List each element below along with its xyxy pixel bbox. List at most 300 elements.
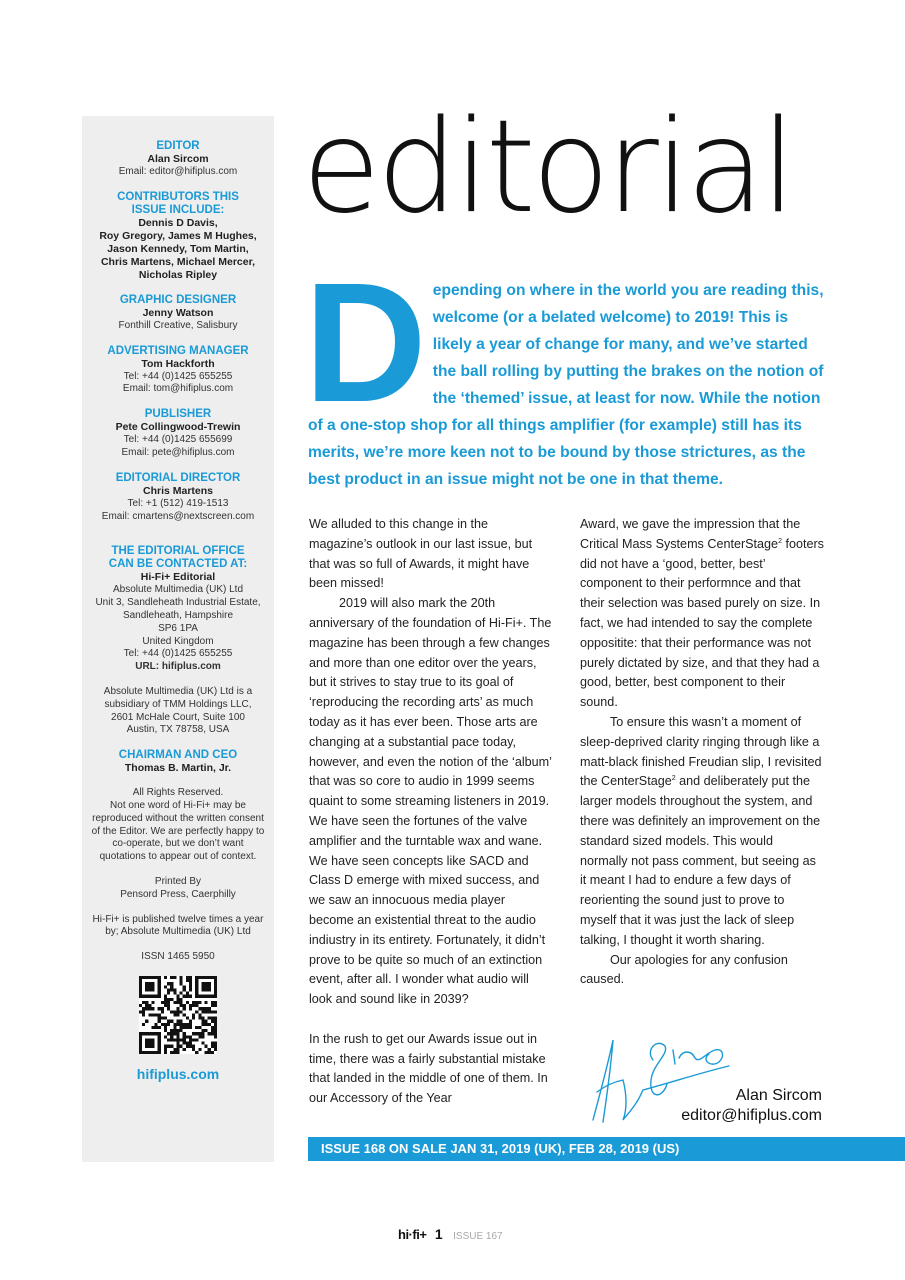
qr-module (164, 1035, 167, 1038)
qr-module (195, 1051, 198, 1054)
qr-module (155, 1026, 158, 1029)
qr-module (170, 985, 173, 988)
printed-by: Printed By (154, 875, 202, 887)
qr-module (145, 1004, 148, 1007)
qr-module (186, 976, 189, 979)
qr-module (214, 1016, 217, 1019)
qr-module (183, 1048, 186, 1051)
qr-module (180, 1038, 183, 1041)
qr-module (151, 1007, 154, 1010)
text-run: Award, we gave the impression that the Critical Mass Systems CenterStage (580, 517, 801, 551)
body-column-right (580, 515, 824, 990)
qr-module (183, 1023, 186, 1026)
signature-email[interactable]: editor@hifiplus.com (681, 1107, 822, 1124)
editor-section (86, 140, 270, 179)
qr-module (198, 1035, 201, 1038)
qr-module (195, 1010, 198, 1013)
qr-module (208, 1051, 211, 1054)
qr-module (167, 1032, 170, 1035)
qr-module (176, 1045, 179, 1048)
director-heading: EDITORIAL DIRECTOR (115, 471, 241, 484)
office-line: United Kingdom (142, 635, 214, 647)
qr-module (186, 1041, 189, 1044)
qr-module (201, 1029, 204, 1032)
qr-module (176, 1013, 179, 1016)
qr-module (183, 1004, 186, 1007)
body-paragraph: We alluded to this change in the magazine’s outlook in our last issue, but that was so full of Awards, it might have been missed! (309, 517, 533, 591)
qr-module (183, 1026, 186, 1029)
qr-module (155, 1023, 158, 1026)
body-paragraph (580, 515, 824, 713)
site-link[interactable]: hifiplus.com (136, 1065, 220, 1082)
subsidiary-note: Absolute Multimedia (UK) Ltd is a subsidiary of TMM Holdings LLC, 2601 McHale Court, Suite 100 Austin, TX 78758, USA (103, 685, 253, 736)
qr-module (167, 1038, 170, 1041)
qr-module (189, 1023, 192, 1026)
qr-module (214, 1004, 217, 1007)
qr-module (198, 1007, 201, 1010)
qr-module (198, 1032, 201, 1035)
qr-module (173, 1029, 176, 1032)
qr-module (208, 1023, 211, 1026)
qr-module (145, 1001, 148, 1004)
qr-module (142, 1013, 145, 1016)
publisher-name: Pete Collingwood-Trewin (115, 421, 241, 434)
qr-module (145, 1020, 148, 1023)
text-run: footers did not have a ‘good, better, best’ component to their performnce and that their selection was based purely on size. In fact, we had intended to say the complete oppositite: that their performance was not purely dictated by size, and that they had a good, better, best component to their sound. (580, 536, 824, 710)
qr-module (173, 1001, 176, 1004)
qr-module (142, 1023, 145, 1026)
qr-module (186, 1001, 189, 1004)
office-url[interactable]: URL: hifiplus.com (135, 661, 221, 673)
qr-module (173, 1013, 176, 1016)
qr-module (192, 1048, 195, 1051)
office-line: Unit 3, Sandleheath Industrial Estate, (95, 597, 261, 609)
contributor-line: Dennis D Davis, (138, 216, 218, 229)
qr-module (176, 1007, 179, 1010)
qr-module (208, 1007, 211, 1010)
spacer (309, 1010, 553, 1030)
qr-module (205, 1020, 208, 1023)
qr-module (201, 1007, 204, 1010)
qr-module (176, 1035, 179, 1038)
qr-module (180, 982, 183, 985)
qr-module (198, 1048, 201, 1051)
office-section (86, 545, 270, 674)
qr-module (180, 976, 183, 979)
qr-module (189, 1045, 192, 1048)
superscript: 2 (778, 537, 782, 545)
contributors-heading: CONTRIBUTORS THIS ISSUE INCLUDE: (117, 190, 239, 216)
qr-module (195, 1004, 198, 1007)
qr-module (158, 1016, 161, 1019)
qr-module (183, 1013, 186, 1016)
qr-module (148, 1013, 151, 1016)
qr-module (183, 1032, 186, 1035)
qr-module (170, 1051, 173, 1054)
qr-module (164, 1026, 167, 1029)
qr-module (164, 998, 167, 1001)
rights-section (86, 787, 270, 864)
qr-module (214, 1045, 217, 1048)
qr-module (189, 1041, 192, 1044)
qr-module (158, 1026, 161, 1029)
qr-module (170, 1020, 173, 1023)
qr-module (198, 1026, 201, 1029)
advertising-section (86, 345, 270, 397)
qr-module (148, 1004, 151, 1007)
signature-name: Alan Sircom (735, 1087, 822, 1104)
qr-module (158, 1013, 161, 1016)
footer-issue-label: ISSUE 167 (453, 1231, 503, 1242)
body-paragraph: In the rush to get our Awards issue out in time, there was a fairly substantial mistake that landed in the middle of one of them. In our Accessory of the Year (309, 1031, 548, 1106)
spacer (86, 535, 270, 545)
qr-module (164, 976, 167, 979)
chairman-name: Thomas B. Martin, Jr. (124, 762, 232, 775)
qr-module (211, 1016, 214, 1019)
qr-module (158, 1007, 161, 1010)
qr-module (192, 1045, 195, 1048)
qr-module (183, 1007, 186, 1010)
qr-module (164, 985, 167, 988)
qr-module (214, 1029, 217, 1032)
contributor-line: Chris Martens, Michael Mercer, (100, 255, 256, 268)
qr-module (176, 1051, 179, 1054)
qr-module (176, 1038, 179, 1041)
qr-module (167, 1001, 170, 1004)
qr-module (170, 1038, 173, 1041)
drop-cap: D (304, 248, 427, 438)
qr-module (167, 998, 170, 1001)
qr-module (180, 1029, 183, 1032)
designer-name: Jenny Watson (142, 306, 214, 319)
qr-module (186, 1016, 189, 1019)
contributor-line: Roy Gregory, James M Hughes, (99, 229, 257, 242)
contributors-section (86, 191, 270, 282)
advertising-email[interactable]: Email: tom@hifiplus.com (122, 383, 234, 395)
qr-module (170, 1010, 173, 1013)
qr-module (164, 1045, 167, 1048)
qr-module (176, 1048, 179, 1051)
qr-module (192, 1001, 195, 1004)
standfirst (304, 248, 828, 493)
qr-module (208, 1048, 211, 1051)
page-footer (398, 1226, 503, 1246)
qr-module (214, 1041, 217, 1044)
qr-module (195, 1001, 198, 1004)
qr-module (189, 988, 192, 991)
qr-module (145, 982, 154, 991)
qr-module (192, 1004, 195, 1007)
office-heading: THE EDITORIAL OFFICE CAN BE CONTACTED AT: (108, 545, 248, 571)
office-line: Absolute Multimedia (UK) Ltd (112, 584, 244, 596)
qr-module (173, 1026, 176, 1029)
qr-module (164, 1051, 167, 1054)
advertising-name: Tom Hackforth (141, 357, 215, 370)
qr-module (176, 1032, 179, 1035)
qr-module (198, 1001, 201, 1004)
qr-module (208, 1010, 211, 1013)
qr-module (186, 1035, 189, 1038)
qr-module (145, 1038, 154, 1047)
qr-module (205, 1007, 208, 1010)
office-name: Hi-Fi+ Editorial (140, 571, 216, 584)
qr-module (189, 1007, 192, 1010)
qr-module (192, 1013, 195, 1016)
qr-module (211, 1020, 214, 1023)
office-line: Sandleheath, Hampshire (122, 609, 234, 621)
qr-module (201, 1032, 204, 1035)
qr-module (205, 1045, 208, 1048)
qr-module (173, 992, 176, 995)
qr-module (201, 1010, 204, 1013)
qr-module (164, 1029, 167, 1032)
qr-module (214, 1010, 217, 1013)
qr-module (183, 1041, 186, 1044)
qr-module (214, 1023, 217, 1026)
qr-module (189, 1004, 192, 1007)
director-email[interactable]: Email: cmartens@nextscreen.com (101, 510, 255, 522)
qr-module (208, 1016, 211, 1019)
publisher-tel: Tel: +44 (0)1425 655699 (123, 434, 233, 446)
qr-module (167, 982, 170, 985)
hifi-logo: hi·fi+ (398, 1227, 427, 1242)
qr-module (180, 1020, 183, 1023)
published-note: Hi-Fi+ is published twelve times a year by; Absolute Multimedia (UK) Ltd (92, 913, 264, 938)
qr-module (214, 1001, 217, 1004)
qr-module (189, 985, 192, 988)
qr-module (211, 1041, 214, 1044)
qr-module (176, 1023, 179, 1026)
director-tel: Tel: +1 (512) 419-1513 (127, 497, 229, 509)
qr-module (161, 1001, 164, 1004)
office-line: Tel: +44 (0)1425 655255 (123, 648, 233, 660)
advertising-tel: Tel: +44 (0)1425 655255 (123, 370, 233, 382)
issn: ISSN 1465 5950 (141, 951, 215, 963)
qr-module (195, 1038, 198, 1041)
page-title: editorial (302, 93, 793, 242)
qr-module (180, 1010, 183, 1013)
qr-module (201, 1016, 204, 1019)
qr-module (173, 988, 176, 991)
qr-module (183, 988, 186, 991)
qr-module (139, 1010, 142, 1013)
qr-module (167, 988, 170, 991)
qr-module (192, 1032, 195, 1035)
qr-module (198, 1013, 201, 1016)
qr-module (186, 1023, 189, 1026)
qr-module (214, 1035, 217, 1038)
qr-module (164, 1001, 167, 1004)
qr-module (205, 1023, 208, 1026)
qr-module (151, 1001, 154, 1004)
qr-module (170, 1032, 173, 1035)
qr-module (145, 1007, 148, 1010)
text-run: and deliberately put the larger models throughout the system, and there was definitely an improvement on the standard sized models. This would normally not pass comment, but seeing as it meant I had to endure a few days of reorienting the sound just to prove to myself that it was just the lack of sleep talking, I thought it worth sharing. (580, 774, 821, 947)
qr-module (201, 1020, 204, 1023)
qr-module (161, 1023, 164, 1026)
rights-line: All Rights Reserved. (132, 787, 224, 799)
editor-heading: EDITOR (156, 140, 200, 152)
qr-module (142, 1007, 145, 1010)
qr-module (192, 1038, 195, 1041)
qr-module (139, 1004, 142, 1007)
chairman-heading: CHAIRMAN AND CEO (118, 749, 238, 762)
qr-module (164, 1023, 167, 1026)
qr-module (167, 992, 170, 995)
printer-name: Pensord Press, Caerphilly (120, 888, 236, 900)
qr-module (180, 1045, 183, 1048)
qr-module (151, 1026, 154, 1029)
qr-module (170, 982, 173, 985)
qr-module (161, 1007, 164, 1010)
body-column-left (309, 515, 553, 1109)
qr-module (186, 995, 189, 998)
body-paragraph: Our apologies for any confusion caused. (580, 952, 788, 987)
qr-module (167, 1045, 170, 1048)
qr-module (167, 1023, 170, 1026)
qr-module (180, 998, 183, 1001)
qr-module (201, 1041, 204, 1044)
issue-on-sale-banner: ISSUE 168 ON SALE JAN 31, 2019 (UK), FEB 28, 2019 (US) (308, 1137, 905, 1161)
qr-module (170, 1045, 173, 1048)
qr-module (211, 1010, 214, 1013)
qr-module (214, 1048, 217, 1051)
qr-module (176, 1029, 179, 1032)
qr-module (208, 1032, 211, 1035)
qr-module (198, 1016, 201, 1019)
qr-module (173, 1023, 176, 1026)
editor-name: Alan Sircom (147, 153, 209, 165)
qr-module (173, 1032, 176, 1035)
qr-module (176, 1020, 179, 1023)
publisher-email[interactable]: Email: pete@hifiplus.com (121, 446, 235, 458)
contributor-line: Nicholas Ripley (138, 268, 218, 281)
qr-module (205, 1029, 208, 1032)
qr-module (189, 1026, 192, 1029)
qr-module (148, 1007, 151, 1010)
qr-module (205, 1051, 208, 1054)
qr-module (167, 1007, 170, 1010)
qr-module (161, 1010, 164, 1013)
qr-module (176, 1041, 179, 1044)
qr-module (195, 1026, 198, 1029)
qr-module (180, 1023, 183, 1026)
editor-email[interactable]: Email: editor@hifiplus.com (118, 166, 238, 177)
office-line: SP6 1PA (158, 622, 198, 634)
qr-module (189, 1035, 192, 1038)
qr-module (142, 1001, 145, 1004)
qr-module (211, 1051, 214, 1054)
qr-module (173, 976, 176, 979)
qr-module (211, 1045, 214, 1048)
qr-module (205, 1001, 208, 1004)
qr-module (211, 1004, 214, 1007)
designer-section (86, 294, 270, 333)
qr-module (214, 1020, 217, 1023)
printer-section (86, 876, 270, 902)
qr-module (201, 1023, 204, 1026)
standfirst-text: epending on where in the world you are reading this, welcome (or a belated welcome) to 2019! This is likely a year of change for many, and we’ve started the ball rolling by putting the brakes on the notion of the ‘themed’ issue, at least for now. While the notion of a one-stop shop for all things amplifier (for example) still has its merits, we’re more keen not to be bound by those strictures, as the best product in an issue might not be one in that theme. (308, 282, 824, 488)
qr-module (189, 1020, 192, 1023)
qr-module (180, 1004, 183, 1007)
qr-module (211, 1032, 214, 1035)
qr-module (195, 1032, 198, 1035)
qr-module (173, 1010, 176, 1013)
qr-module (176, 995, 179, 998)
qr-module (176, 998, 179, 1001)
qr-module (186, 1045, 189, 1048)
qr-code-icon[interactable] (139, 976, 217, 1054)
qr-module (164, 995, 167, 998)
qr-module (170, 1035, 173, 1038)
qr-module (211, 1029, 214, 1032)
qr-module (189, 976, 192, 979)
publisher-heading: PUBLISHER (144, 408, 212, 421)
qr-module (180, 1026, 183, 1029)
qr-module (170, 988, 173, 991)
contributor-line: Jason Kennedy, Tom Martin, (107, 242, 249, 255)
qr-module (173, 1048, 176, 1051)
designer-heading: GRAPHIC DESIGNER (119, 293, 237, 306)
qr-module (170, 998, 173, 1001)
qr-module (164, 1048, 167, 1051)
qr-module (180, 1001, 183, 1004)
rights-detail: Not one word of Hi-Fi+ may be reproduced without the written consent of the Editor. We are perfectly happy to co-operate, but we don’t want quotations to appear out of context. (91, 799, 265, 863)
qr-module (189, 979, 192, 982)
qr-module (170, 976, 173, 979)
signature-block (681, 1086, 822, 1126)
qr-module (164, 1004, 167, 1007)
qr-module (167, 1020, 170, 1023)
publisher-section (86, 408, 270, 460)
qr-module (167, 1004, 170, 1007)
advertising-heading: ADVERTISING MANAGER (107, 344, 249, 357)
qr-module (155, 1013, 158, 1016)
qr-module (214, 1032, 217, 1035)
body-paragraph (580, 713, 824, 951)
qr-module (192, 1016, 195, 1019)
qr-module (205, 1010, 208, 1013)
qr-module (183, 1035, 186, 1038)
qr-module (176, 1001, 179, 1004)
qr-module (201, 1035, 204, 1038)
qr-module (164, 1016, 167, 1019)
qr-module (173, 1051, 176, 1054)
qr-module (214, 1026, 217, 1029)
qr-module (186, 1026, 189, 1029)
qr-module (180, 992, 183, 995)
qr-module (211, 1001, 214, 1004)
masthead-sidebar (82, 116, 274, 1162)
qr-module (173, 1038, 176, 1041)
qr-module (186, 979, 189, 982)
qr-module (180, 979, 183, 982)
qr-module (201, 982, 210, 991)
director-section (86, 472, 270, 524)
qr-module (189, 1038, 192, 1041)
qr-module (170, 1029, 173, 1032)
chairman-section (86, 749, 270, 775)
qr-module (161, 1016, 164, 1019)
qr-module (186, 992, 189, 995)
qr-module (158, 1020, 161, 1023)
qr-module (142, 1010, 145, 1013)
qr-module (183, 1038, 186, 1041)
qr-module (183, 995, 186, 998)
superscript: 2 (671, 775, 676, 783)
qr-module (183, 985, 186, 988)
qr-module (189, 982, 192, 985)
